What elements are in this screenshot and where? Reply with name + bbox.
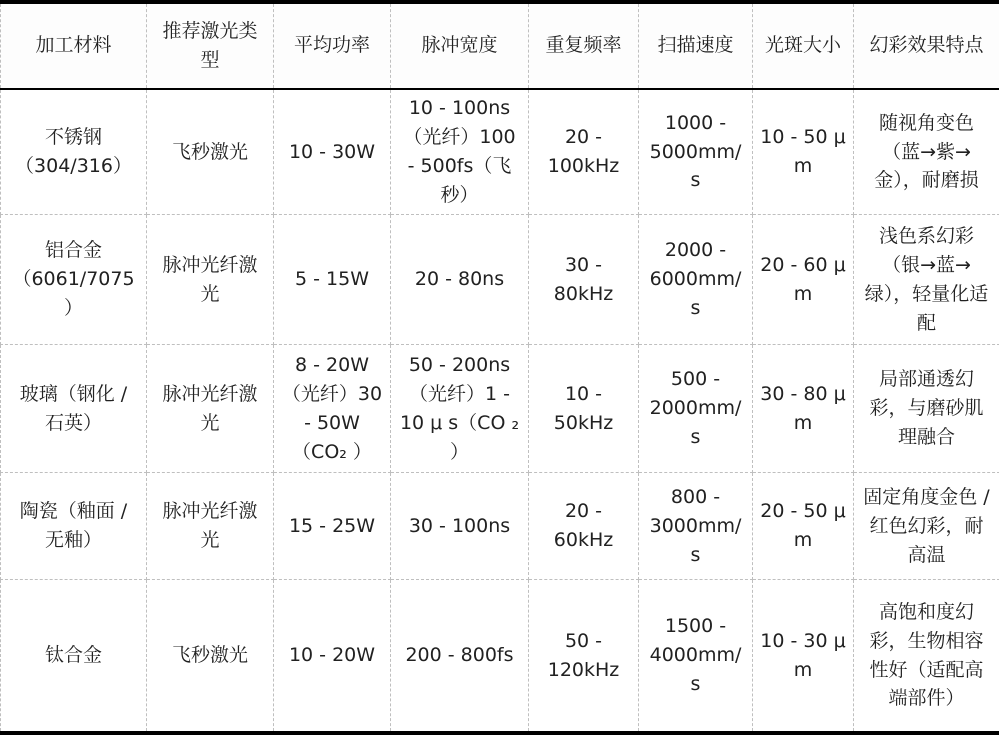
table-cell: 800 - 3000mm/s [639,473,753,580]
table-cell: 2000 - 6000mm/s [639,215,753,345]
table-cell: 局部通透幻彩，与磨砂肌理融合 [854,345,999,473]
header-row [1,4,999,89]
table-cell: 1500 - 4000mm/s [639,580,753,731]
column-header-scan-speed: 扫描速度 [639,4,753,89]
table-row-ceramic [1,473,999,580]
table-cell: 10 - 30W [274,89,391,215]
column-header-avg-power: 平均功率 [274,4,391,89]
table-cell: 10 - 50 μ m [753,89,854,215]
table-row-glass [1,345,999,473]
table-cell: 不锈钢（304/316） [1,89,147,215]
table-cell: 脉冲光纤激光 [147,215,274,345]
table-cell: 15 - 25W [274,473,391,580]
table-cell: 20 - 50 μ m [753,473,854,580]
table-cell: 30 - 80 μ m [753,345,854,473]
column-header-pulse-width: 脉冲宽度 [391,4,529,89]
table-row-stainless-steel [1,89,999,215]
table-cell: 20 - 80ns [391,215,529,345]
table-cell: 飞秒激光 [147,580,274,731]
table-cell: 铝合金（6061/7075） [1,215,147,345]
table-cell: 浅色系幻彩（银→蓝→绿），轻量化适配 [854,215,999,345]
column-header-laser-type: 推荐激光类型 [147,4,274,89]
table-cell: 脉冲光纤激光 [147,473,274,580]
table-cell: 20 - 100kHz [529,89,639,215]
column-header-material: 加工材料 [1,4,147,89]
column-header-rep-rate: 重复频率 [529,4,639,89]
table-cell: 8 - 20W（光纤）30 - 50W（CO₂ ） [274,345,391,473]
table-cell: 30 - 80kHz [529,215,639,345]
table-cell: 钛合金 [1,580,147,731]
table-cell: 5 - 15W [274,215,391,345]
table-cell: 50 - 200ns（光纤）1 - 10 μ s（CO ₂ ） [391,345,529,473]
table-cell: 10 - 30 μ m [753,580,854,731]
column-header-spot-size: 光斑大小 [753,4,854,89]
table-cell: 飞秒激光 [147,89,274,215]
table-cell: 10 - 100ns（光纤）100 - 500fs（飞秒） [391,89,529,215]
table-cell: 玻璃（钢化 / 石英） [1,345,147,473]
column-header-effect: 幻彩效果特点 [854,4,999,89]
table-cell: 50 - 120kHz [529,580,639,731]
table-row-aluminum-alloy [1,215,999,345]
table-row-titanium-alloy [1,580,999,731]
table-cell: 陶瓷（釉面 / 无釉） [1,473,147,580]
table-cell: 1000 - 5000mm/s [639,89,753,215]
table-cell: 500 - 2000mm/s [639,345,753,473]
table-cell: 200 - 800fs [391,580,529,731]
table-cell: 随视角变色（蓝→紫→金），耐磨损 [854,89,999,215]
table-cell: 高饱和度幻彩，生物相容性好（适配高端部件） [854,580,999,731]
table-cell: 脉冲光纤激光 [147,345,274,473]
laser-parameters-table [0,4,999,731]
table-cell: 10 - 50kHz [529,345,639,473]
table-cell: 20 - 60kHz [529,473,639,580]
table-cell: 20 - 60 μ m [753,215,854,345]
table-cell: 10 - 20W [274,580,391,731]
table-cell: 30 - 100ns [391,473,529,580]
table-cell: 固定角度金色 / 红色幻彩，耐高温 [854,473,999,580]
